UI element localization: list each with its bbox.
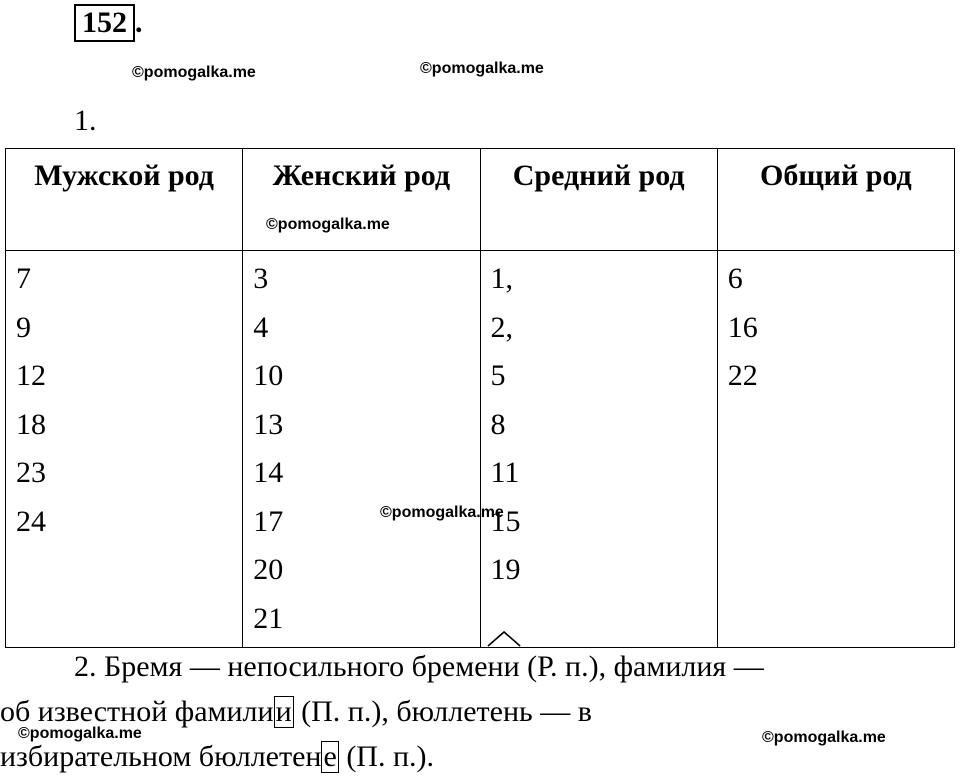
- section-2-paragraph: [0, 644, 955, 779]
- list-item: 8: [490, 407, 506, 441]
- list-item: 14: [253, 456, 284, 489]
- list-item: 9: [16, 310, 31, 344]
- list-item: 5: [490, 359, 506, 392]
- paragraph-line: [0, 644, 955, 689]
- task-number-dot: .: [135, 6, 143, 39]
- list-item: 6: [727, 262, 743, 295]
- list-item: 7: [16, 262, 31, 295]
- list-item: 19: [490, 553, 521, 586]
- gender-table: [5, 148, 955, 648]
- watermark: ©pomogalka.me: [762, 729, 886, 746]
- list-item: 20: [253, 553, 284, 586]
- header-neuter: Средний род: [480, 149, 717, 251]
- task-number: [74, 4, 143, 42]
- list-item: 24: [16, 504, 46, 538]
- text-segment: избирательном бюллетен: [0, 740, 322, 773]
- task-number-box: 152: [74, 4, 135, 42]
- watermark: ©pomogalka.me: [18, 725, 142, 742]
- watermark: ©pomogalka.me: [380, 504, 504, 521]
- column-feminine: [243, 251, 480, 648]
- list-item: 23: [16, 456, 46, 489]
- text-segment: 2. Бремя — непосильного бреме: [74, 650, 488, 683]
- watermark: ©pomogalka.me: [266, 216, 390, 233]
- header-feminine: Женский род: [243, 149, 480, 251]
- list-item: 17: [253, 504, 284, 538]
- paragraph-line: [0, 689, 955, 734]
- column-neuter: [480, 251, 717, 648]
- list-item: 10: [253, 359, 284, 392]
- table-header-row: [6, 149, 955, 251]
- header-common: Общий род: [717, 149, 954, 251]
- header-masculine: Мужской род: [6, 149, 243, 251]
- column-masculine: [6, 251, 243, 648]
- text-segment: (П. п.).: [338, 740, 435, 773]
- watermark: ©pomogalka.me: [420, 60, 544, 77]
- list-item: 2,: [490, 310, 513, 344]
- table-row: [6, 251, 955, 648]
- text-segment: об известной фамили: [0, 695, 274, 728]
- list-item: 16: [727, 310, 758, 344]
- list-item: 22: [727, 359, 758, 392]
- list-item: 1,: [490, 262, 513, 295]
- list-item: 18: [16, 407, 46, 441]
- ending-box: и: [275, 695, 292, 728]
- list-item: 21: [253, 601, 284, 635]
- column-common: [717, 251, 954, 648]
- list-item: 3: [253, 262, 269, 295]
- arc-icon: [488, 632, 520, 646]
- list-item: 12: [16, 359, 46, 392]
- text-segment: (П. п.), бюллетень — в: [293, 695, 592, 728]
- text-segment: ни: [487, 650, 520, 683]
- watermark: ©pomogalka.me: [132, 64, 256, 81]
- ending-box: е: [323, 740, 337, 773]
- section-1-label: 1.: [74, 104, 97, 137]
- text-segment: (Р. п.), фамилия —: [519, 650, 764, 683]
- list-item: 13: [253, 407, 284, 441]
- list-item: 15: [490, 504, 521, 538]
- root-arc-mark: [488, 644, 520, 689]
- list-item: 4: [253, 310, 269, 344]
- list-item: 11: [490, 456, 520, 489]
